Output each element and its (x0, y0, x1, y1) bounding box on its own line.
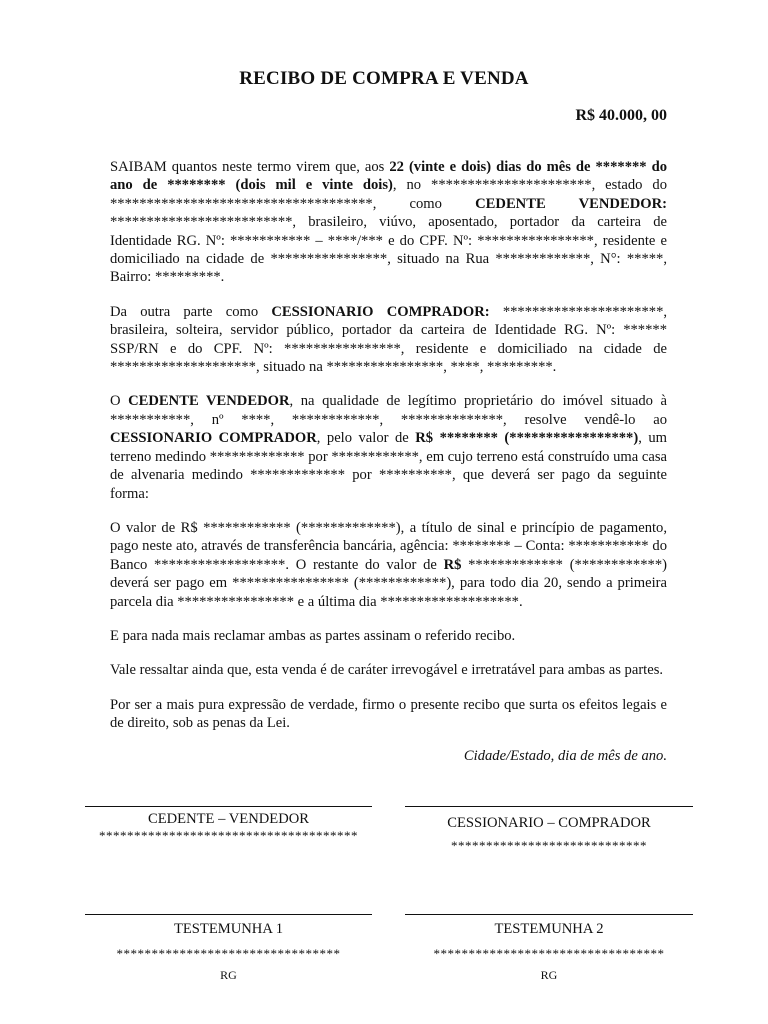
signature-name-placeholder: **************************** (451, 838, 647, 853)
bold-text-run: CESSIONARIO COMPRADOR: (271, 303, 490, 320)
paragraph-irrevocable (110, 661, 667, 679)
text-run: *************************, brasileiro, viúvo, aposentado, portador da carteira de Identidade RG. Nº: *********** – ****/*** e do CPF. Nº: ****************, residente e domiciliado na cidade de ****************, situado na Rua *************, N°: *****, Bairro: *********. (110, 214, 667, 286)
signature-block-testemunha-2 (405, 914, 693, 982)
paragraph-parties-buyer (110, 303, 667, 377)
document-title: RECIBO DE COMPRA E VENDA (239, 68, 529, 89)
paragraph-payment-terms (110, 519, 667, 611)
text-run: O (110, 393, 129, 410)
signature-label: TESTEMUNHA 1 (173, 921, 284, 937)
text-run: , no **********************, estado do ************************************, como (110, 177, 667, 212)
text-run: O valor de R$ ************ (*************), a título de sinal e princípio de pagamento, pago neste ato, através de transferência bancária, agência: ******** – Conta: *********** do Banco ******************. O restante do valor de (110, 519, 667, 573)
bold-text-run: 22 (vinte e dois) dias do mês de ******* do ano de ******** (dois mil e vinte dois) (110, 159, 667, 194)
signature-line (85, 806, 372, 807)
text-run: , um terreno medindo ************* por ************, em cujo terreno está construído uma casa de alvenaria medindo ************* por **********, que deverá ser pago da seguinte forma: (110, 430, 667, 502)
text-run: Da outra parte como (110, 303, 272, 320)
receipt-amount: R$ 40.000, 00 (575, 107, 667, 124)
bold-text-run: CEDENTE VENDEDOR: (475, 195, 667, 212)
signature-name-placeholder: ******************************** (116, 946, 341, 961)
paragraph-sale-object (110, 392, 667, 502)
text-run: , pelo valor de (316, 430, 416, 447)
text-run: Por ser a mais pura expressão de verdade, firmo o presente recibo que surta os efeitos legais e de direito, sob as penas da Lei. (110, 696, 667, 732)
bold-text-run: R$ ******** (*****************) (415, 430, 639, 447)
signature-block-cessionario (405, 806, 693, 854)
signature-block-testemunha-1 (85, 914, 372, 982)
text-run: E para nada mais reclamar ambas as partes assinam o referido recibo. (110, 627, 516, 644)
signature-name-placeholder: ********************************* (433, 946, 665, 961)
signature-name-placeholder: ************************************* (99, 828, 358, 843)
text-run: , na qualidade de legítimo proprietário do imóvel situado à ***********, nº ****, ************, **************, resolve vendê-lo ao (110, 393, 667, 428)
text-run: **********************, brasileira, solteira, servidor público, portador da carteira de Identidade RG. Nº: ****** SSP/RN e do CPF. Nº: ****************, residente e domiciliado na cidade de ********************, situado na ****************, ****, *********. (110, 303, 668, 376)
bold-text-run: CESSIONARIO COMPRADOR (110, 430, 317, 447)
city-date-line: Cidade/Estado, dia de mês de ano. (463, 748, 667, 764)
text-run: ************* (************) deverá ser pago em **************** (************), para todo dia 20, sendo a primeira parcela dia **************** e a última dia *******************. (110, 556, 667, 610)
signature-label: CEDENTE – VENDEDOR (147, 811, 310, 827)
signature-block-cedente (85, 806, 372, 844)
signature-rg-label: RG (220, 968, 237, 982)
text-run: SAIBAM quantos neste termo virem que, aos (110, 159, 390, 175)
paragraph-truth-statement (110, 696, 667, 733)
document-body (110, 158, 667, 749)
text-run: Vale ressaltar ainda que, esta venda é de caráter irrevogável e irretratável para ambas as partes. (110, 662, 664, 679)
bold-text-run: CEDENTE VENDEDOR (128, 393, 290, 410)
paragraph-parties-seller (110, 158, 667, 287)
bold-text-run: R$ (443, 556, 462, 573)
signature-line (405, 806, 693, 807)
signature-label: CESSIONARIO – COMPRADOR (447, 815, 651, 831)
paragraph-closing (110, 627, 667, 645)
signature-label: TESTEMUNHA 2 (494, 921, 604, 937)
signature-rg-label: RG (540, 968, 558, 982)
signature-line (405, 914, 693, 915)
signature-line (85, 914, 372, 915)
